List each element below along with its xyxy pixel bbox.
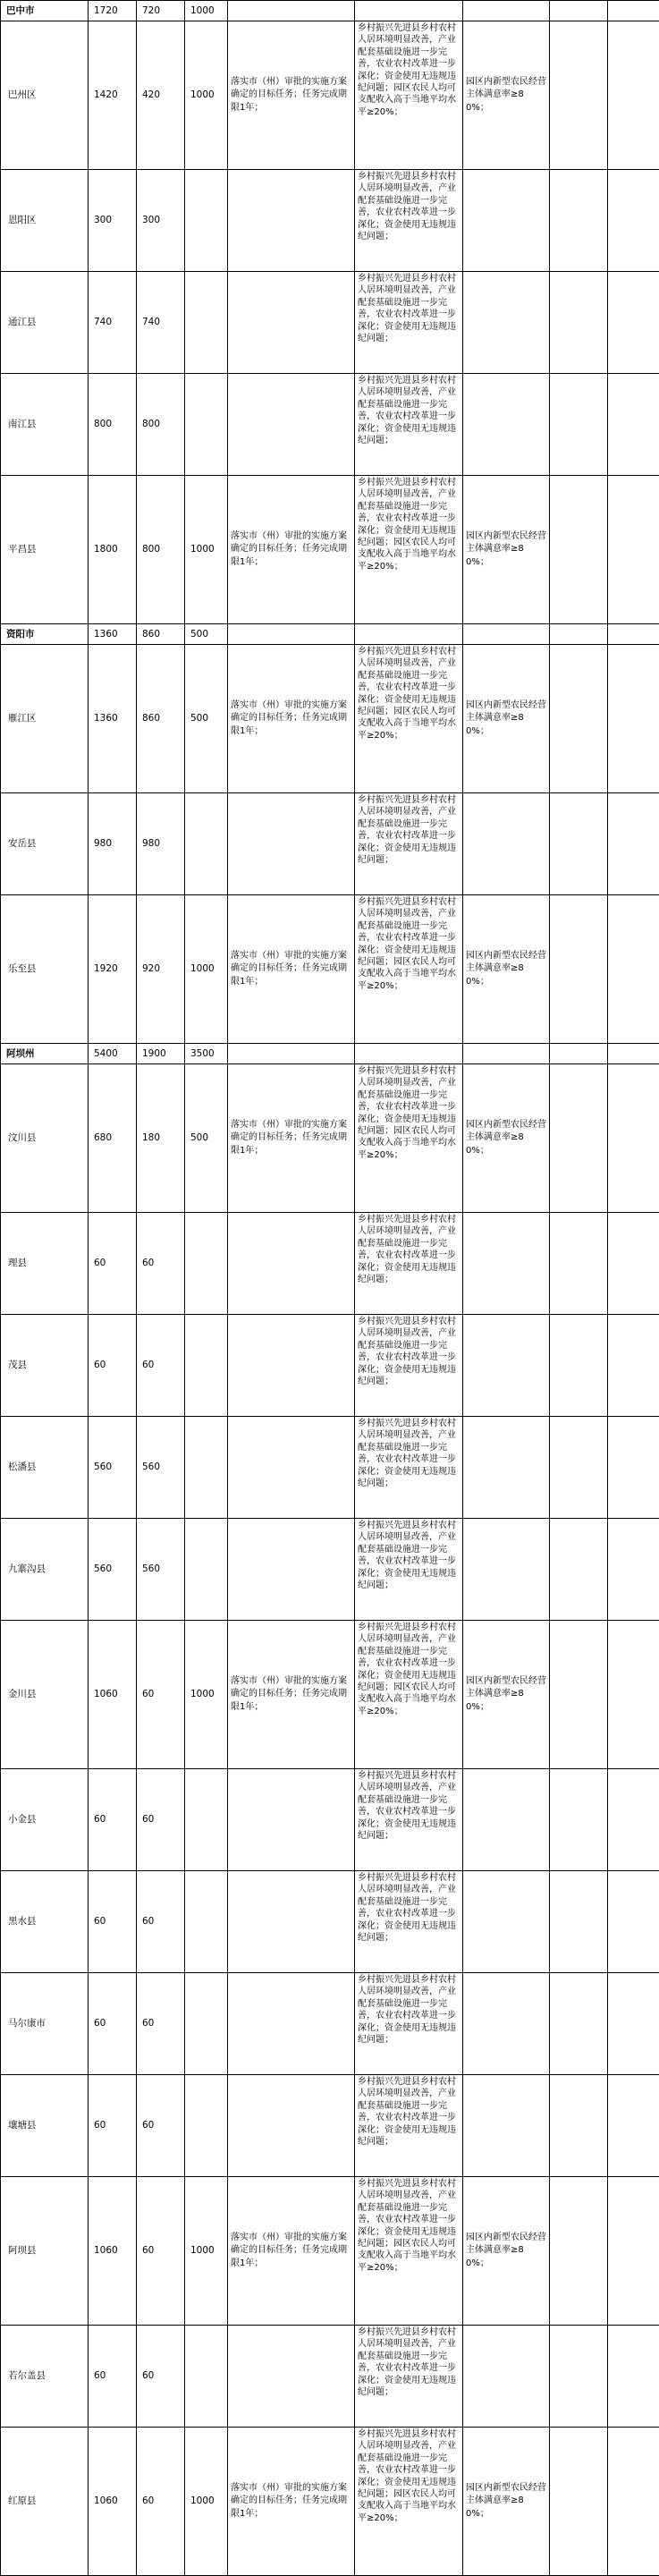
- total-amount: 560: [89, 1519, 137, 1621]
- extra-cell-1: [550, 2177, 608, 2326]
- satisfaction-cell: [463, 1519, 550, 1621]
- extra-cell-1: [550, 1769, 608, 1871]
- extra-cell-1: [550, 1417, 608, 1519]
- county-row: [1, 2075, 659, 2177]
- extra-cell-1: [550, 1871, 608, 1973]
- amount-a: 60: [137, 2428, 185, 2576]
- extra-cell-2: [608, 476, 659, 624]
- extra-cell-2: [608, 2326, 659, 2428]
- total-amount: 60: [89, 2326, 137, 2428]
- performance-text: 乡村振兴先进县乡村农村人居环境明显改善，产业配套基础设施进一步完善，农业农村改革进一步深化；资金使用无违规违纪问题；: [358, 2076, 460, 2148]
- county-row: [1, 1213, 659, 1315]
- amount-b: 500: [185, 1064, 228, 1213]
- performance-text: 乡村振兴先进县乡村农村人居环境明显改善，产业配套基础设施进一步完善，农业农村改革进一步深化；资金使用无违规违纪问题；园区农民人均可支配收入高于当地平均水平≥20%；: [358, 2178, 460, 2274]
- extra-cell-1: [550, 374, 608, 476]
- requirement-cell: [228, 2326, 355, 2428]
- total-amount: 60: [89, 2075, 137, 2177]
- region-name: 金川县: [1, 1621, 89, 1769]
- performance-text: 乡村振兴先进县乡村农村人居环境明显改善，产业配套基础设施进一步完善，农业农村改革进一步深化；资金使用无违规违纪问题；: [358, 1872, 460, 1944]
- requirement-cell: [228, 1, 355, 21]
- county-row: [1, 1769, 659, 1871]
- performance-cell: [355, 793, 463, 895]
- performance-text: 乡村振兴先进县乡村农村人居环境明显改善，产业配套基础设施进一步完善，农业农村改革进一步深化；资金使用无违规违纪问题；: [358, 1520, 460, 1591]
- amount-a: 860: [137, 645, 185, 793]
- county-row: [1, 476, 659, 624]
- extra-cell-2: [608, 170, 659, 272]
- performance-cell: [355, 374, 463, 476]
- performance-cell: [355, 1213, 463, 1315]
- amount-b: [185, 374, 228, 476]
- requirement-cell: [228, 1871, 355, 1973]
- performance-text: 乡村振兴先进县乡村农村人居环境明显改善，产业配套基础设施进一步完善，农业农村改革进一步深化；资金使用无违规违纪问题；园区农民人均可支配收入高于当地平均水平≥20%；: [358, 1622, 460, 1717]
- total-amount: 1360: [89, 624, 137, 645]
- requirement-cell: 落实市（州）审批的实施方案确定的目标任务；任务完成期限1年；: [228, 476, 355, 624]
- requirement-cell: 落实市（州）审批的实施方案确定的目标任务；任务完成期限1年；: [228, 1064, 355, 1213]
- satisfaction-cell: 园区内新型农民经营主体满意率≥80%；: [463, 476, 550, 624]
- city-row: [1, 1, 659, 21]
- satisfaction-cell: 园区内新型农民经营主体满意率≥80%；: [463, 895, 550, 1044]
- satisfaction-cell: [463, 2326, 550, 2428]
- performance-text: 乡村振兴先进县乡村农村人居环境明显改善，产业配套基础设施进一步完善，农业农村改革进一步深化；资金使用无违规违纪问题；园区农民人均可支配收入高于当地平均水平≥20%；: [358, 646, 460, 741]
- requirement-cell: [228, 374, 355, 476]
- amount-a: 60: [137, 2075, 185, 2177]
- total-amount: 60: [89, 1315, 137, 1417]
- extra-cell-2: [608, 1064, 659, 1213]
- performance-text: 乡村振兴先进县乡村农村人居环境明显改善，产业配套基础设施进一步完善，农业农村改革进一步深化；资金使用无违规违纪问题；: [358, 1316, 460, 1387]
- performance-cell: [355, 21, 463, 170]
- extra-cell-1: [550, 624, 608, 645]
- extra-cell-2: [608, 1519, 659, 1621]
- amount-a: 420: [137, 21, 185, 170]
- county-row: [1, 1315, 659, 1417]
- amount-b: 500: [185, 645, 228, 793]
- amount-a: 60: [137, 1769, 185, 1871]
- extra-cell-2: [608, 1621, 659, 1769]
- county-row: [1, 272, 659, 374]
- extra-cell-2: [608, 21, 659, 170]
- performance-cell: [355, 1769, 463, 1871]
- total-amount: 980: [89, 793, 137, 895]
- region-name: 南江县: [1, 374, 89, 476]
- amount-a: 860: [137, 624, 185, 645]
- satisfaction-cell: [463, 170, 550, 272]
- performance-cell: [355, 170, 463, 272]
- extra-cell-1: [550, 1044, 608, 1064]
- extra-cell-1: [550, 2326, 608, 2428]
- satisfaction-cell: 园区内新型农民经营主体满意率≥80%；: [463, 2177, 550, 2326]
- total-amount: 60: [89, 1769, 137, 1871]
- amount-b: [185, 1871, 228, 1973]
- amount-b: [185, 1519, 228, 1621]
- performance-text: 乡村振兴先进县乡村农村人居环境明显改善，产业配套基础设施进一步完善，农业农村改革进一步深化；资金使用无违规违纪问题；: [358, 1214, 460, 1285]
- satisfaction-cell: [463, 624, 550, 645]
- performance-cell: [355, 1871, 463, 1973]
- extra-cell-2: [608, 2177, 659, 2326]
- satisfaction-cell: [463, 1973, 550, 2075]
- county-row: [1, 793, 659, 895]
- amount-b: [185, 1315, 228, 1417]
- amount-b: [185, 170, 228, 272]
- amount-b: [185, 2326, 228, 2428]
- region-name: 若尔盖县: [1, 2326, 89, 2428]
- total-amount: 1060: [89, 1621, 137, 1769]
- county-row: [1, 1417, 659, 1519]
- amount-a: 60: [137, 1871, 185, 1973]
- region-name: 黑水县: [1, 1871, 89, 1973]
- amount-b: 1000: [185, 895, 228, 1044]
- extra-cell-1: [550, 895, 608, 1044]
- satisfaction-cell: [463, 1417, 550, 1519]
- county-row: [1, 1973, 659, 2075]
- region-name: 松潘县: [1, 1417, 89, 1519]
- extra-cell-2: [608, 2428, 659, 2576]
- amount-a: 560: [137, 1417, 185, 1519]
- county-row: [1, 1871, 659, 1973]
- extra-cell-2: [608, 1213, 659, 1315]
- amount-b: 1000: [185, 2428, 228, 2576]
- extra-cell-1: [550, 272, 608, 374]
- requirement-cell: [228, 272, 355, 374]
- extra-cell-2: [608, 895, 659, 1044]
- satisfaction-cell: [463, 1315, 550, 1417]
- satisfaction-cell: [463, 1871, 550, 1973]
- total-amount: 60: [89, 1213, 137, 1315]
- county-row: [1, 2177, 659, 2326]
- performance-text: 乡村振兴先进县乡村农村人居环境明显改善，产业配套基础设施进一步完善，农业农村改革进一步深化；资金使用无违规违纪问题；: [358, 1418, 460, 1489]
- performance-cell: [355, 1, 463, 21]
- extra-cell-1: [550, 1621, 608, 1769]
- satisfaction-cell: [463, 374, 550, 476]
- amount-a: 920: [137, 895, 185, 1044]
- region-name: 阿坝州: [1, 1044, 89, 1064]
- amount-a: 60: [137, 1315, 185, 1417]
- amount-b: 3500: [185, 1044, 228, 1064]
- extra-cell-2: [608, 1044, 659, 1064]
- county-row: [1, 21, 659, 170]
- extra-cell-2: [608, 645, 659, 793]
- county-row: [1, 895, 659, 1044]
- extra-cell-1: [550, 476, 608, 624]
- amount-a: 800: [137, 476, 185, 624]
- region-name: 通江县: [1, 272, 89, 374]
- amount-b: [185, 1213, 228, 1315]
- satisfaction-cell: [463, 1044, 550, 1064]
- requirement-cell: [228, 2075, 355, 2177]
- region-name: 恩阳区: [1, 170, 89, 272]
- performance-cell: [355, 1417, 463, 1519]
- performance-cell: [355, 895, 463, 1044]
- extra-cell-1: [550, 1213, 608, 1315]
- amount-a: 60: [137, 2326, 185, 2428]
- satisfaction-cell: [463, 1, 550, 21]
- requirement-cell: [228, 1044, 355, 1064]
- extra-cell-2: [608, 1417, 659, 1519]
- region-name: 马尔康市: [1, 1973, 89, 2075]
- county-row: [1, 1621, 659, 1769]
- requirement-cell: [228, 1519, 355, 1621]
- amount-a: 60: [137, 1973, 185, 2075]
- performance-cell: [355, 1315, 463, 1417]
- satisfaction-cell: 园区内新型农民经营主体满意率≥80%；: [463, 1621, 550, 1769]
- total-amount: 1360: [89, 645, 137, 793]
- amount-a: 560: [137, 1519, 185, 1621]
- county-row: [1, 1519, 659, 1621]
- extra-cell-2: [608, 2075, 659, 2177]
- satisfaction-cell: [463, 1213, 550, 1315]
- performance-cell: [355, 2177, 463, 2326]
- county-row: [1, 645, 659, 793]
- performance-cell: [355, 2428, 463, 2576]
- city-row: [1, 1044, 659, 1064]
- performance-text: 乡村振兴先进县乡村农村人居环境明显改善，产业配套基础设施进一步完善，农业农村改革进一步深化；资金使用无违规违纪问题；: [358, 2326, 460, 2398]
- performance-cell: [355, 645, 463, 793]
- extra-cell-1: [550, 2428, 608, 2576]
- requirement-cell: [228, 1315, 355, 1417]
- extra-cell-1: [550, 1064, 608, 1213]
- total-amount: 300: [89, 170, 137, 272]
- total-amount: 1800: [89, 476, 137, 624]
- satisfaction-cell: 园区内新型农民经营主体满意率≥80%；: [463, 1064, 550, 1213]
- performance-text: 乡村振兴先进县乡村农村人居环境明显改善，产业配套基础设施进一步完善，农业农村改革进一步深化；资金使用无违规违纪问题；: [358, 1974, 460, 2046]
- performance-cell: [355, 1621, 463, 1769]
- region-name: 理县: [1, 1213, 89, 1315]
- performance-text: 乡村振兴先进县乡村农村人居环境明显改善，产业配套基础设施进一步完善，农业农村改革进一步深化；资金使用无违规违纪问题；园区农民人均可支配收入高于当地平均水平≥20%；: [358, 477, 460, 572]
- requirement-cell: 落实市（州）审批的实施方案确定的目标任务；任务完成期限1年；: [228, 1621, 355, 1769]
- total-amount: 1060: [89, 2428, 137, 2576]
- requirement-cell: [228, 624, 355, 645]
- satisfaction-cell: [463, 2075, 550, 2177]
- extra-cell-1: [550, 21, 608, 170]
- region-name: 雁江区: [1, 645, 89, 793]
- extra-cell-2: [608, 793, 659, 895]
- satisfaction-cell: 园区内新型农民经营主体满意率≥80%；: [463, 2428, 550, 2576]
- satisfaction-cell: [463, 1769, 550, 1871]
- requirement-cell: [228, 1417, 355, 1519]
- extra-cell-2: [608, 1315, 659, 1417]
- requirement-cell: [228, 1213, 355, 1315]
- extra-cell-1: [550, 1519, 608, 1621]
- requirement-cell: [228, 1769, 355, 1871]
- extra-cell-2: [608, 1871, 659, 1973]
- performance-text: 乡村振兴先进县乡村农村人居环境明显改善，产业配套基础设施进一步完善，农业农村改革进一步深化；资金使用无违规违纪问题；: [358, 1770, 460, 1842]
- extra-cell-1: [550, 1, 608, 21]
- requirement-cell: 落实市（州）审批的实施方案确定的目标任务；任务完成期限1年；: [228, 21, 355, 170]
- amount-b: [185, 793, 228, 895]
- region-name: 阿坝县: [1, 2177, 89, 2326]
- total-amount: 60: [89, 1871, 137, 1973]
- total-amount: 1420: [89, 21, 137, 170]
- table-body: [1, 1, 659, 2576]
- extra-cell-2: [608, 624, 659, 645]
- requirement-cell: 落实市（州）审批的实施方案确定的目标任务；任务完成期限1年；: [228, 2177, 355, 2326]
- total-amount: 800: [89, 374, 137, 476]
- extra-cell-1: [550, 170, 608, 272]
- amount-a: 740: [137, 272, 185, 374]
- amount-b: [185, 2075, 228, 2177]
- extra-cell-1: [550, 1973, 608, 2075]
- region-name: 壤塘县: [1, 2075, 89, 2177]
- amount-a: 720: [137, 1, 185, 21]
- amount-a: 60: [137, 2177, 185, 2326]
- amount-a: 1900: [137, 1044, 185, 1064]
- total-amount: 1060: [89, 2177, 137, 2326]
- county-row: [1, 2326, 659, 2428]
- performance-text: 乡村振兴先进县乡村农村人居环境明显改善，产业配套基础设施进一步完善，农业农村改革进一步深化；资金使用无违规违纪问题；: [358, 794, 460, 866]
- satisfaction-cell: [463, 793, 550, 895]
- requirement-cell: [228, 1973, 355, 2075]
- performance-cell: [355, 1973, 463, 2075]
- extra-cell-2: [608, 1973, 659, 2075]
- performance-text: 乡村振兴先进县乡村农村人居环境明显改善，产业配套基础设施进一步完善，农业农村改革进一步深化；资金使用无违规违纪问题；园区农民人均可支配收入高于当地平均水平≥20%；: [358, 2428, 460, 2524]
- total-amount: 680: [89, 1064, 137, 1213]
- extra-cell-1: [550, 793, 608, 895]
- satisfaction-cell: 园区内新型农民经营主体满意率≥80%；: [463, 645, 550, 793]
- amount-b: 1000: [185, 1, 228, 21]
- region-name: 茂县: [1, 1315, 89, 1417]
- performance-cell: [355, 624, 463, 645]
- amount-a: 800: [137, 374, 185, 476]
- amount-b: 1000: [185, 1621, 228, 1769]
- amount-a: 60: [137, 1213, 185, 1315]
- performance-cell: [355, 2075, 463, 2177]
- amount-b: [185, 1973, 228, 2075]
- amount-b: [185, 1417, 228, 1519]
- county-row: [1, 374, 659, 476]
- amount-a: 180: [137, 1064, 185, 1213]
- performance-cell: [355, 1064, 463, 1213]
- extra-cell-2: [608, 1, 659, 21]
- extra-cell-2: [608, 272, 659, 374]
- total-amount: 740: [89, 272, 137, 374]
- total-amount: 60: [89, 1973, 137, 2075]
- performance-cell: [355, 2326, 463, 2428]
- extra-cell-1: [550, 645, 608, 793]
- performance-text: 乡村振兴先进县乡村农村人居环境明显改善，产业配套基础设施进一步完善，农业农村改革进一步深化；资金使用无违规违纪问题；园区农民人均可支配收入高于当地平均水平≥20%；: [358, 1065, 460, 1161]
- satisfaction-cell: [463, 272, 550, 374]
- county-row: [1, 1064, 659, 1213]
- extra-cell-1: [550, 1315, 608, 1417]
- total-amount: 5400: [89, 1044, 137, 1064]
- performance-text: 乡村振兴先进县乡村农村人居环境明显改善，产业配套基础设施进一步完善，农业农村改革进一步深化；资金使用无违规违纪问题；: [358, 375, 460, 446]
- performance-cell: [355, 476, 463, 624]
- amount-b: 500: [185, 624, 228, 645]
- performance-cell: [355, 1519, 463, 1621]
- amount-b: 1000: [185, 2177, 228, 2326]
- extra-cell-1: [550, 2075, 608, 2177]
- amount-a: 60: [137, 1621, 185, 1769]
- region-name: 巴州区: [1, 21, 89, 170]
- total-amount: 1720: [89, 1, 137, 21]
- region-name: 巴中市: [1, 1, 89, 21]
- performance-cell: [355, 272, 463, 374]
- amount-b: 1000: [185, 476, 228, 624]
- requirement-cell: 落实市（州）审批的实施方案确定的目标任务；任务完成期限1年；: [228, 645, 355, 793]
- total-amount: 1920: [89, 895, 137, 1044]
- performance-cell: [355, 1044, 463, 1064]
- region-name: 汶川县: [1, 1064, 89, 1213]
- region-name: 资阳市: [1, 624, 89, 645]
- extra-cell-2: [608, 1769, 659, 1871]
- city-row: [1, 624, 659, 645]
- region-name: 小金县: [1, 1769, 89, 1871]
- region-name: 九寨沟县: [1, 1519, 89, 1621]
- satisfaction-cell: 园区内新型农民经营主体满意率≥80%；: [463, 21, 550, 170]
- county-row: [1, 170, 659, 272]
- performance-text: 乡村振兴先进县乡村农村人居环境明显改善，产业配套基础设施进一步完善，农业农村改革进一步深化；资金使用无违规违纪问题；园区农民人均可支配收入高于当地平均水平≥20%；: [358, 22, 460, 118]
- amount-a: 980: [137, 793, 185, 895]
- requirement-cell: [228, 793, 355, 895]
- amount-b: [185, 272, 228, 374]
- requirement-cell: 落实市（州）审批的实施方案确定的目标任务；任务完成期限1年；: [228, 2428, 355, 2576]
- region-name: 平昌县: [1, 476, 89, 624]
- performance-text: 乡村振兴先进县乡村农村人居环境明显改善，产业配套基础设施进一步完善，农业农村改革进一步深化；资金使用无违规违纪问题；: [358, 171, 460, 242]
- performance-text: 乡村振兴先进县乡村农村人居环境明显改善，产业配套基础设施进一步完善，农业农村改革进一步深化；资金使用无违规违纪问题；园区农民人均可支配收入高于当地平均水平≥20%；: [358, 896, 460, 992]
- extra-cell-2: [608, 374, 659, 476]
- amount-b: [185, 1769, 228, 1871]
- county-row: [1, 2428, 659, 2576]
- region-name: 红原县: [1, 2428, 89, 2576]
- region-name: 安岳县: [1, 793, 89, 895]
- amount-b: 1000: [185, 21, 228, 170]
- performance-text: 乡村振兴先进县乡村农村人居环境明显改善，产业配套基础设施进一步完善，农业农村改革进一步深化；资金使用无违规违纪问题；: [358, 273, 460, 344]
- requirement-cell: 落实市（州）审批的实施方案确定的目标任务；任务完成期限1年；: [228, 895, 355, 1044]
- total-amount: 560: [89, 1417, 137, 1519]
- amount-a: 300: [137, 170, 185, 272]
- region-name: 乐至县: [1, 895, 89, 1044]
- requirement-cell: [228, 170, 355, 272]
